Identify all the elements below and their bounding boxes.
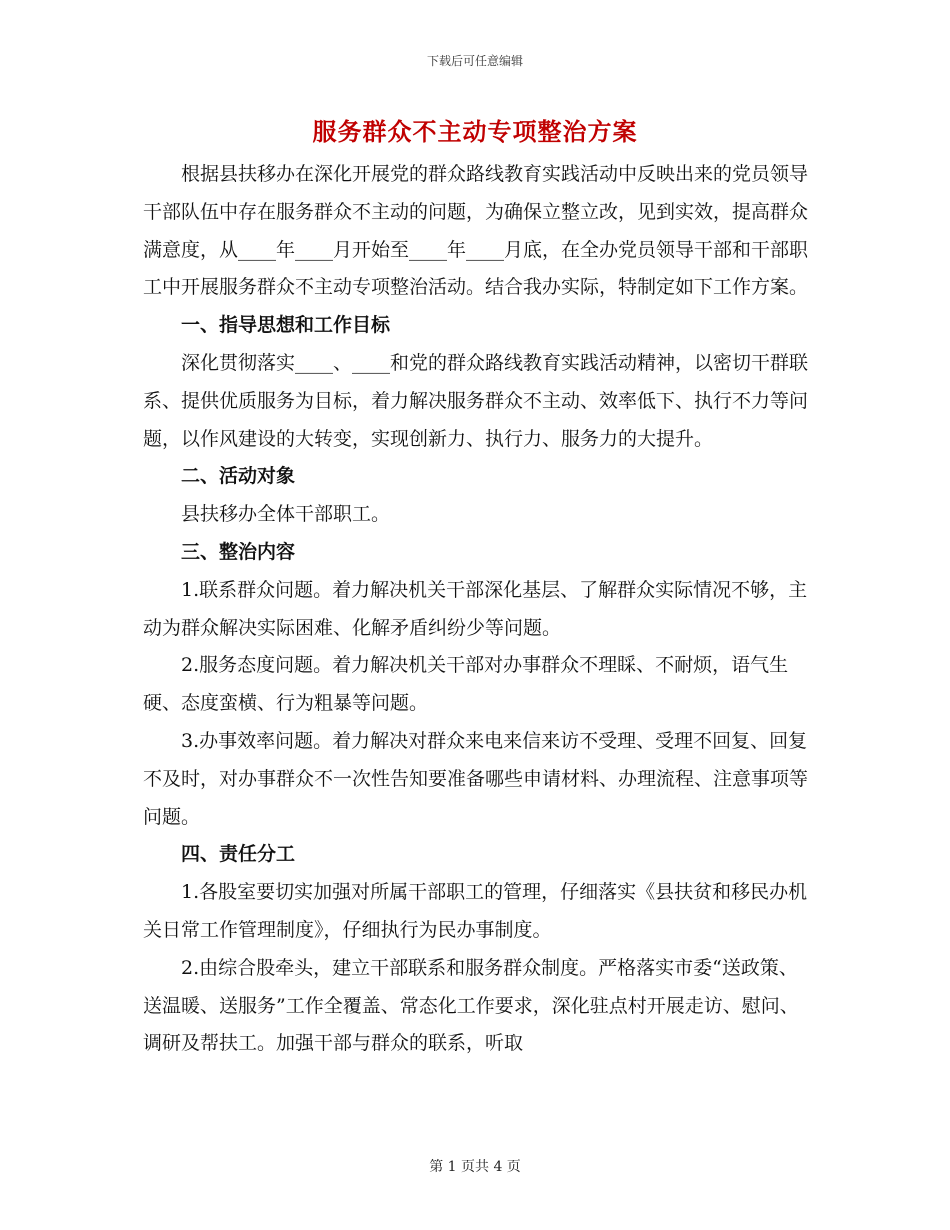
header-note: 下载后可任意编辑 <box>426 54 523 68</box>
paragraph-item-3: 3.办事效率问题。着力解决对群众来电来信来访不受理、受理不回复、回复不及时，对办事群众不一次性告知要准备哪些申请材料、办理流程、注意事项等问题。 <box>143 729 809 828</box>
section-heading-2: 二、活动对象 <box>181 465 296 488</box>
document-title: 服务群众不主动专项整治方案 <box>312 117 638 146</box>
paragraph-duty-2: 2.由综合股牵头，建立干部联系和服务群众制度。严格落实市委“送政策、送温暖、送服务”工作全覆盖、常态化工作要求，深化驻点村开展走访、慰问、调研及帮扶工。加强干部与群众的联系，听取 <box>143 956 799 1055</box>
section-heading-4: 四、责任分工 <box>181 843 296 866</box>
paragraph-duty-1: 1.各股室要切实加强对所属干部职工的管理，仔细落实《县扶贫和移民办机关日常工作管理制度》，仔细执行为民办事制度。 <box>143 881 808 941</box>
section-heading-3: 三、整治内容 <box>181 540 296 563</box>
paragraph-guiding-thought: 深化贯彻落实____、____和党的群众路线教育实践活动精神，以密切干群联系、提供优质服务为目标，着力解决服务群众不主动、效率低下、执行不力等问题，以作风建设的大转变，实现创新力、执行力、服务力的大提升。 <box>143 351 809 450</box>
page-footer: 第 1 页共 4 页 <box>429 1159 521 1175</box>
document-body <box>143 156 809 1063</box>
paragraph-intro: 根据县扶移办在深化开展党的群众路线教育实践活动中反映出来的党员领导干部队伍中存在服务群众不主动的问题，为确保立整立改，见到实效，提高群众满意度，从____年____月开始至____年____月底，在全办党员领导干部和干部职工中开展服务群众不主动专项整治活动。结合我办实际，特制定如下工作方案。 <box>143 163 809 299</box>
paragraph-activity-target: 县扶移办全体干部职工。 <box>181 503 391 526</box>
paragraph-item-2: 2.服务态度问题。着力解决机关干部对办事群众不理睬、不耐烦，语气生硬、态度蛮横、行为粗暴等问题。 <box>143 654 789 715</box>
section-heading-1: 一、指导思想和工作目标 <box>181 314 391 337</box>
paragraph-item-1: 1.联系群众问题。着力解决机关干部深化基层、了解群众实际情况不够，主动为群众解决实际困难、化解矛盾纠纷少等问题。 <box>143 578 808 639</box>
